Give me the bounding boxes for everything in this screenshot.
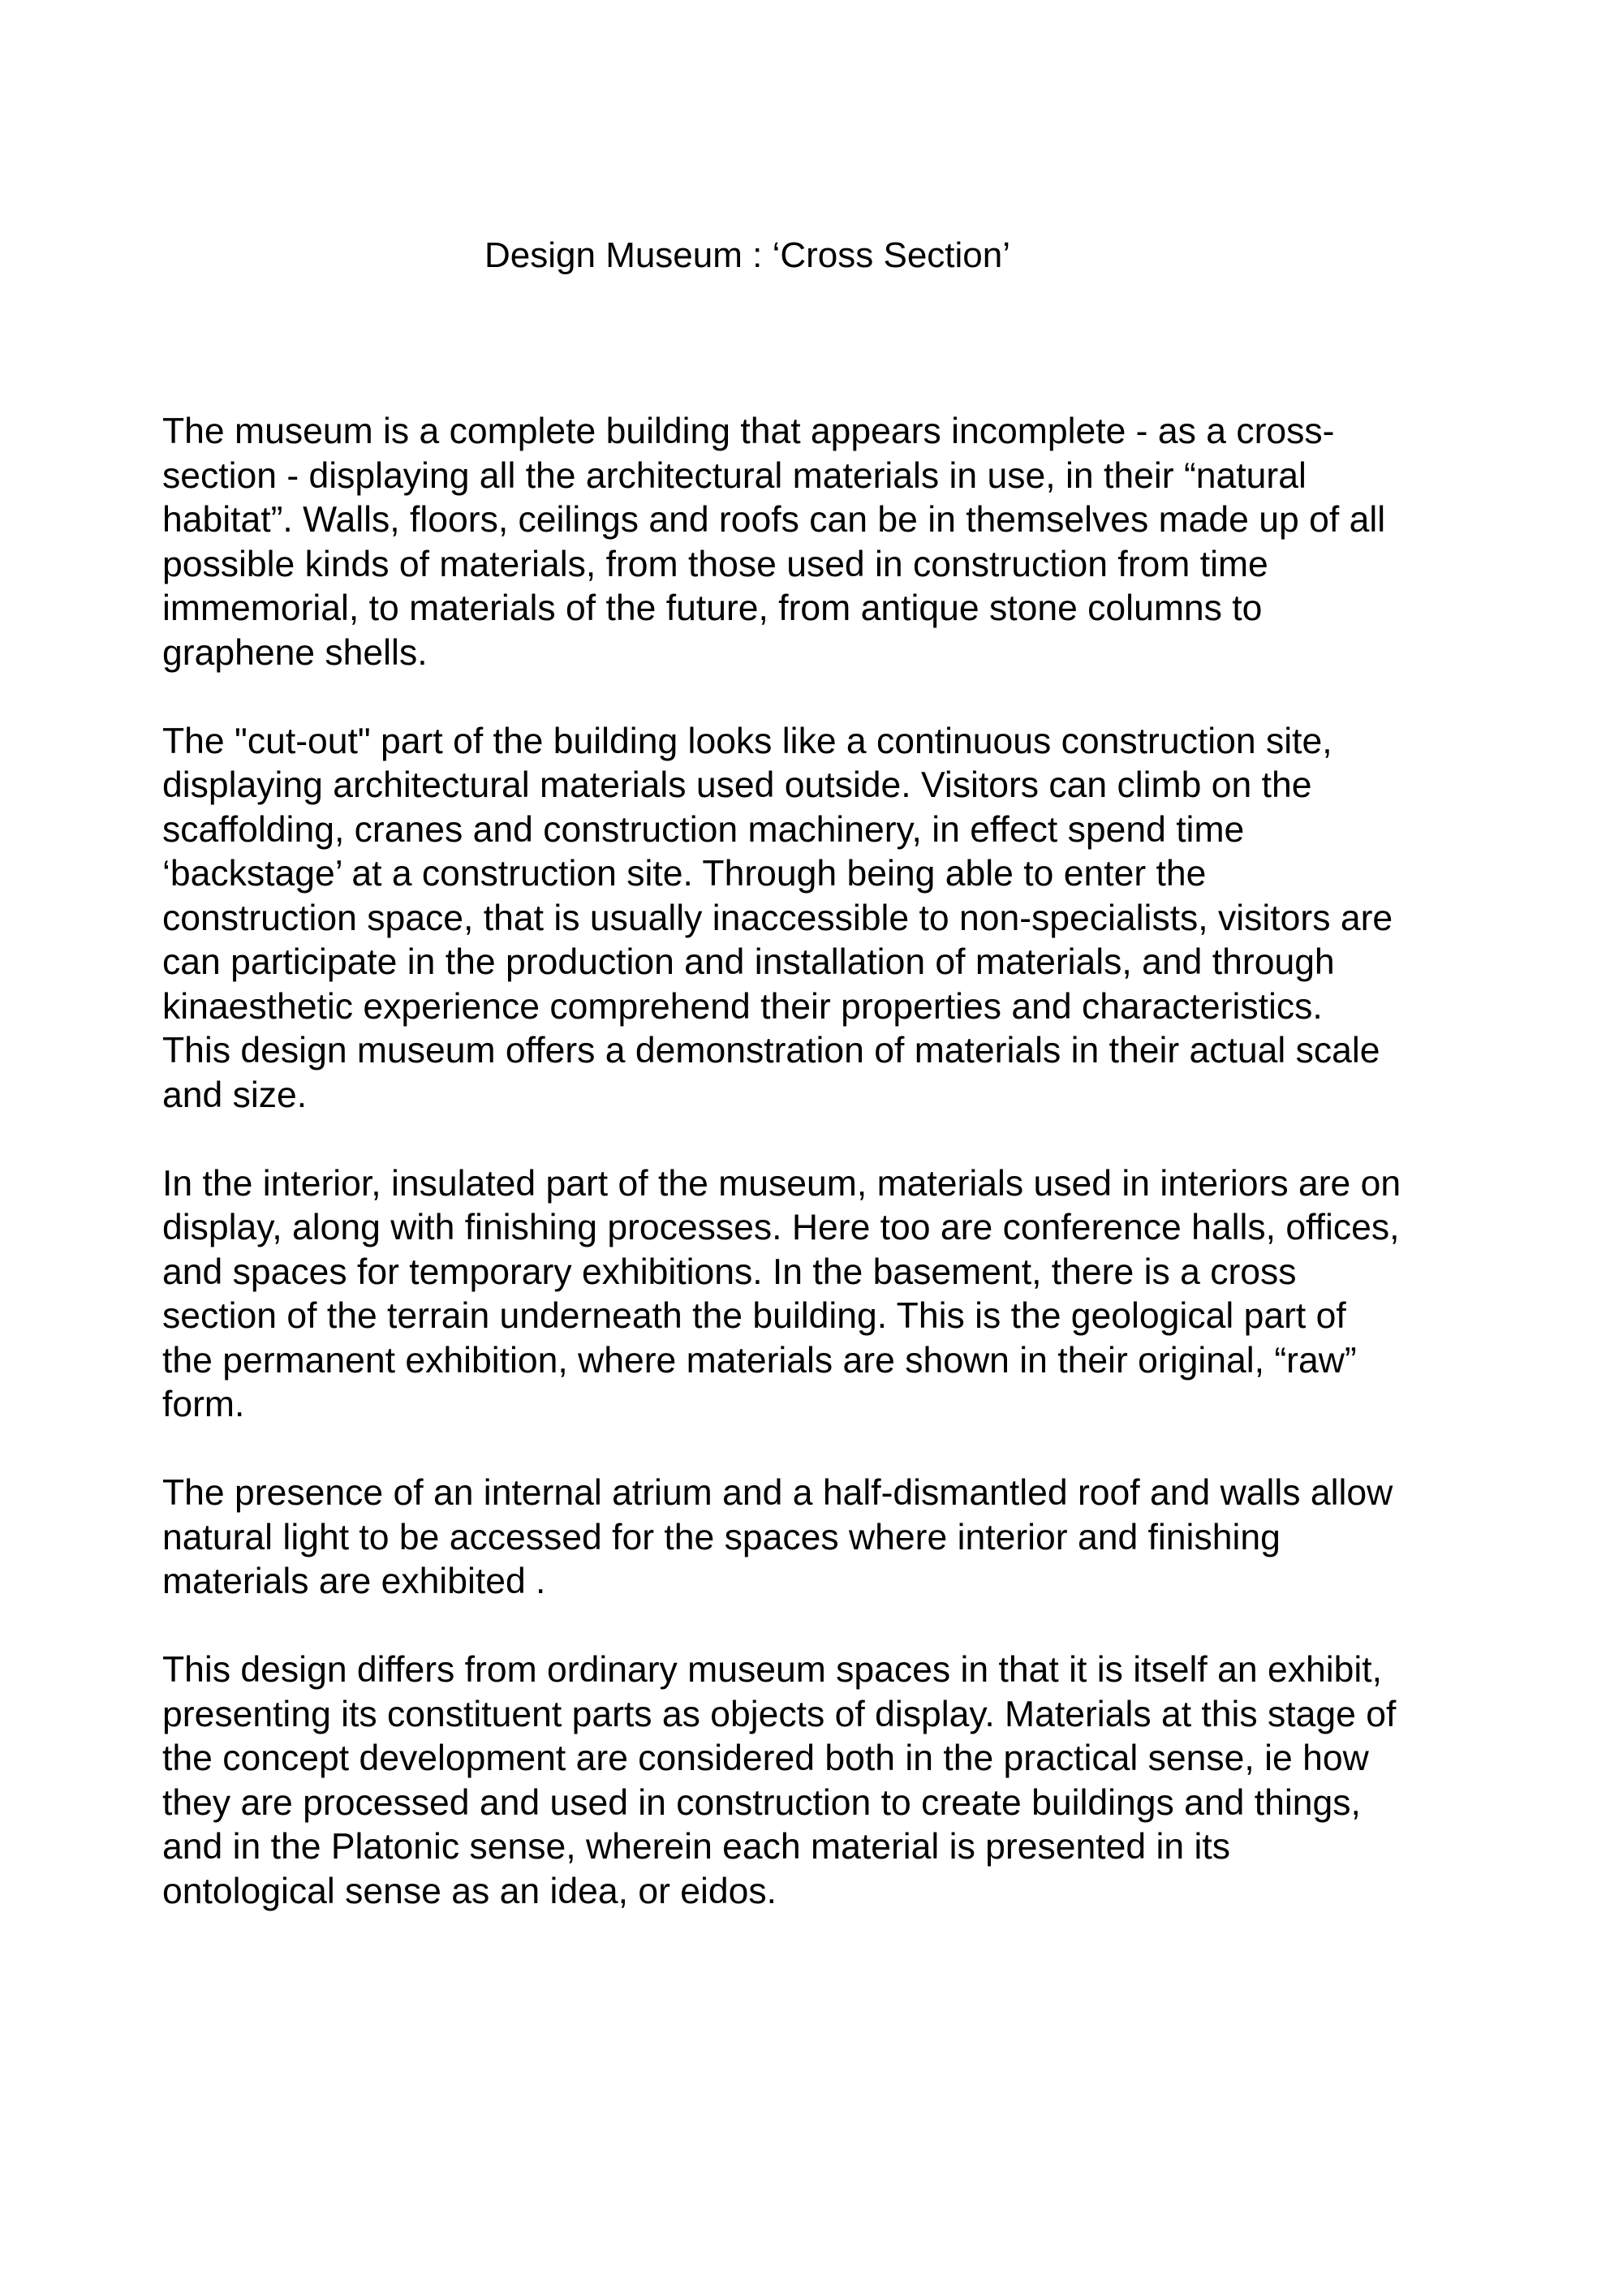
paragraph — [162, 720, 1493, 1118]
paragraph — [162, 410, 1493, 675]
paragraph — [162, 1648, 1493, 1914]
text-line: section of the terrain underneath the building. This is the geological part of — [162, 1296, 1346, 1336]
text-line: form. — [162, 1385, 245, 1424]
text-line: displaying architectural materials used outside. Visitors can climb on the — [162, 765, 1312, 805]
text-line: The presence of an internal atrium and a half-dismantled roof and walls allow — [162, 1473, 1393, 1513]
text-line: habitat”. Walls, floors, ceilings and roofs can be in themselves made up of all — [162, 500, 1386, 540]
text-line: display, along with finishing processes. Here too are conference halls, offices, — [162, 1208, 1400, 1247]
text-line: the permanent exhibition, where materials are shown in their original, “raw” — [162, 1340, 1357, 1381]
text-line: section - displaying all the architectural materials in use, in their “natural — [162, 455, 1307, 496]
text-line: This design differs from ordinary museum spaces in that it is itself an exhibit, — [162, 1650, 1382, 1690]
text-line: scaffolding, cranes and construction machinery, in effect spend time — [162, 809, 1245, 850]
text-line: The "cut-out" part of the building looks like a continuous construction site, — [162, 721, 1332, 761]
document-body — [162, 410, 1493, 1958]
text-line: construction space, that is usually inaccessible to non-specialists, visitors are — [162, 898, 1393, 938]
text-line: graphene shells. — [162, 632, 428, 673]
text-line: natural light to be accessed for the spaces where interior and finishing — [162, 1517, 1281, 1557]
paragraph — [162, 1471, 1493, 1605]
text-line: and spaces for temporary exhibitions. In the basement, there is a cross — [162, 1251, 1297, 1292]
text-line: The museum is a complete building that appears incomplete - as a cross- — [162, 411, 1335, 451]
text-line: This design museum offers a demonstration of materials in their actual scale — [162, 1031, 1380, 1070]
text-line: and in the Platonic sense, wherein each material is presented in its — [162, 1827, 1230, 1867]
text-line: immemorial, to materials of the future, from antique stone columns to — [162, 588, 1263, 628]
text-line: In the interior, insulated part of the museum, materials used in interiors are on — [162, 1163, 1401, 1204]
text-line: ‘backstage’ at a construction site. Through being able to enter the — [162, 854, 1207, 894]
text-line: and size. — [162, 1075, 308, 1115]
text-line: can participate in the production and installation of materials, and through — [162, 942, 1335, 982]
text-line: they are processed and used in construction to create buildings and things, — [162, 1782, 1361, 1823]
text-line: kinaesthetic experience comprehend their properties and characteristics. — [162, 986, 1323, 1027]
text-line: materials are exhibited . — [162, 1562, 546, 1601]
paragraph — [162, 1162, 1493, 1428]
text-line: ontological sense as an idea, or eidos. — [162, 1871, 777, 1911]
text-line: presenting its constituent parts as objects of display. Materials at this stage of — [162, 1694, 1397, 1734]
text-line: possible kinds of materials, from those used in construction from time — [162, 544, 1268, 584]
text-line: the concept development are considered both in the practical sense, ie how — [162, 1738, 1369, 1778]
page-title: Design Museum : ‘Cross Section’ — [484, 235, 1011, 275]
